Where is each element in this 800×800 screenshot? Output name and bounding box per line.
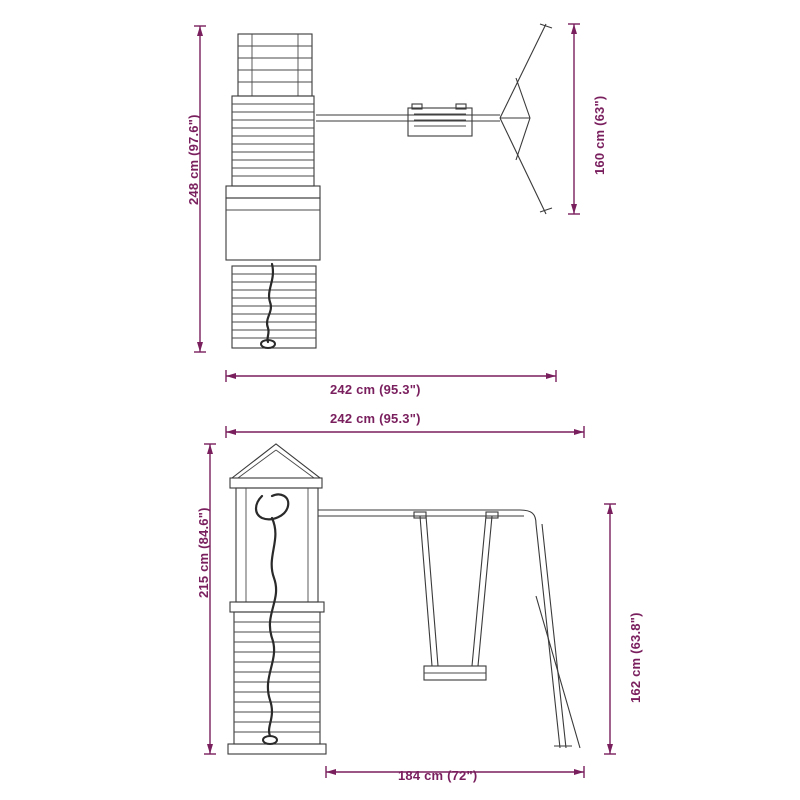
- tower-platform: [226, 186, 320, 260]
- dimension-label-162: 162 cm (63.8"): [628, 612, 643, 703]
- dimension-line-215: [204, 444, 216, 754]
- swing-seat-assembly: [414, 512, 498, 680]
- swing-support-legs: [536, 524, 580, 748]
- bottom-view-illustration: [0, 400, 800, 800]
- playhouse-lower-ladder: [228, 612, 326, 754]
- tower-lower-ladder: [232, 266, 316, 348]
- dimension-label-242-bottom: 242 cm (95.3"): [330, 411, 421, 426]
- dimension-line-162: [604, 504, 616, 754]
- swing-a-frame: [500, 24, 552, 214]
- dimension-line-160: [568, 24, 580, 214]
- dimension-label-215: 215 cm (84.6"): [196, 507, 211, 598]
- rope-top-loop: [256, 494, 288, 519]
- dimension-label-160: 160 cm (63"): [592, 95, 607, 175]
- rope-bottom-loop: [263, 736, 277, 744]
- tower-ladder: [232, 96, 314, 186]
- climbing-rope-long: [268, 518, 276, 736]
- dimension-label-242-top: 242 cm (95.3"): [330, 382, 421, 397]
- dimension-label-184: 184 cm (72"): [398, 768, 478, 783]
- playhouse-roof: [230, 444, 322, 488]
- swing-seat-topview: [408, 104, 472, 136]
- tower-upper-frame: [238, 34, 312, 96]
- dimension-line-242-bottom: [226, 426, 584, 438]
- dimension-label-248: 248 cm (97.6"): [186, 114, 201, 205]
- dimension-line-242-top: [226, 370, 556, 382]
